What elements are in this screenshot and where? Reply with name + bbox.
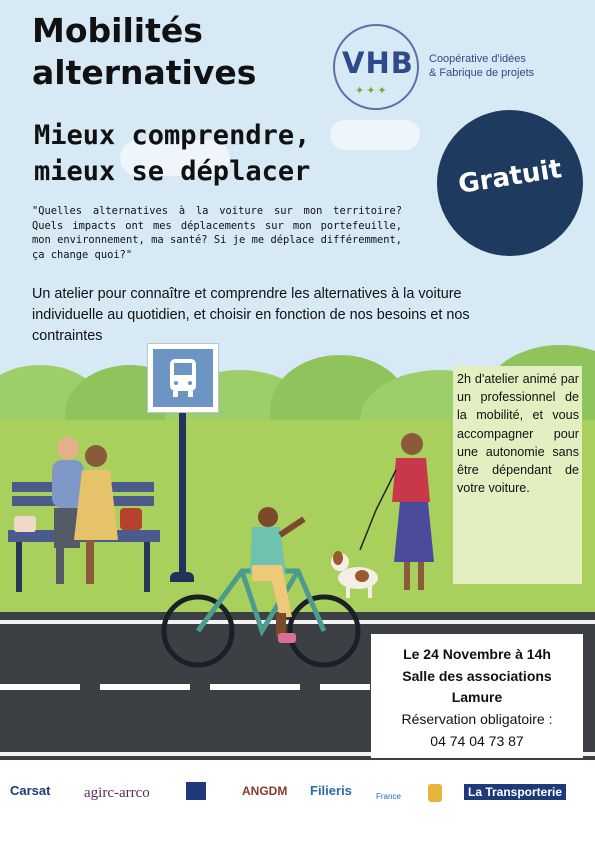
partner-logo: ANGDM: [242, 784, 288, 798]
lane-dash: [0, 684, 80, 690]
partner-logo: agirc-arrco: [84, 785, 150, 801]
logo-wordmark: VHB: [342, 46, 414, 80]
partner-logo: Filieris: [310, 783, 352, 798]
subtitle-line: Mieux comprendre,: [34, 120, 311, 151]
partner-logo: Carsat: [10, 783, 51, 798]
tagline-line: & Fabrique de projets: [429, 67, 535, 79]
logo-tagline: [429, 52, 579, 80]
workshop-description-box: [453, 366, 582, 584]
partner-emblem-icon: [428, 784, 442, 802]
bus-stop-icon: [153, 349, 213, 407]
tagline-line: Coopérative d'idées: [429, 53, 526, 65]
partner-emblem-icon: [186, 782, 206, 800]
badge-label: Gratuit: [456, 154, 564, 200]
bench-icon: [8, 430, 168, 600]
subtitle-line: mieux se déplacer: [34, 156, 311, 187]
walker-with-dog: [330, 430, 450, 600]
people-icon: ✦✦✦: [355, 85, 389, 97]
lane-dash: [320, 684, 370, 690]
reservation-note: Réservation obligatoire :: [401, 711, 553, 727]
partner-logo: France: [376, 792, 401, 801]
event-date: Le 24 Novembre à 14h: [403, 646, 551, 662]
title-line: alternatives: [32, 53, 257, 92]
dog-icon: [331, 551, 378, 598]
lane-dash: [210, 684, 300, 690]
event-details-box: [371, 634, 583, 758]
intro-text: Un atelier pour connaître et comprendre les alternatives à la voiture individuelle au quotidien, et choisir en fonction de nos besoins et nos contraintes: [32, 286, 470, 344]
organizer-logo: [333, 24, 583, 114]
quote-text: "Quelles alternatives à la voiture sur mon territoire? Quels impacts ont mes déplacements sur mon portefeuille, mon environnement, ma santé? Si je me déplace différemment, ça change quoi?": [32, 205, 402, 261]
event-town: Lamure: [451, 689, 503, 705]
lane-dash: [100, 684, 190, 690]
page-subtitle: [34, 118, 374, 190]
free-badge: [437, 110, 583, 256]
partner-logos: [0, 778, 595, 818]
bus-stop-sign: [147, 343, 219, 413]
event-venue: Salle des associations: [402, 668, 552, 684]
partner-logo: La Transporterie: [464, 784, 566, 800]
page-title: [32, 10, 332, 94]
workshop-description: 2h d'atelier animé par un professionnel de la mobilité, et vous accompagner pour une autonomie sans être dépendant de votre voiture.: [457, 372, 579, 496]
title-line: Mobilités: [32, 11, 203, 50]
phone-number: 04 74 04 73 87: [430, 733, 524, 749]
